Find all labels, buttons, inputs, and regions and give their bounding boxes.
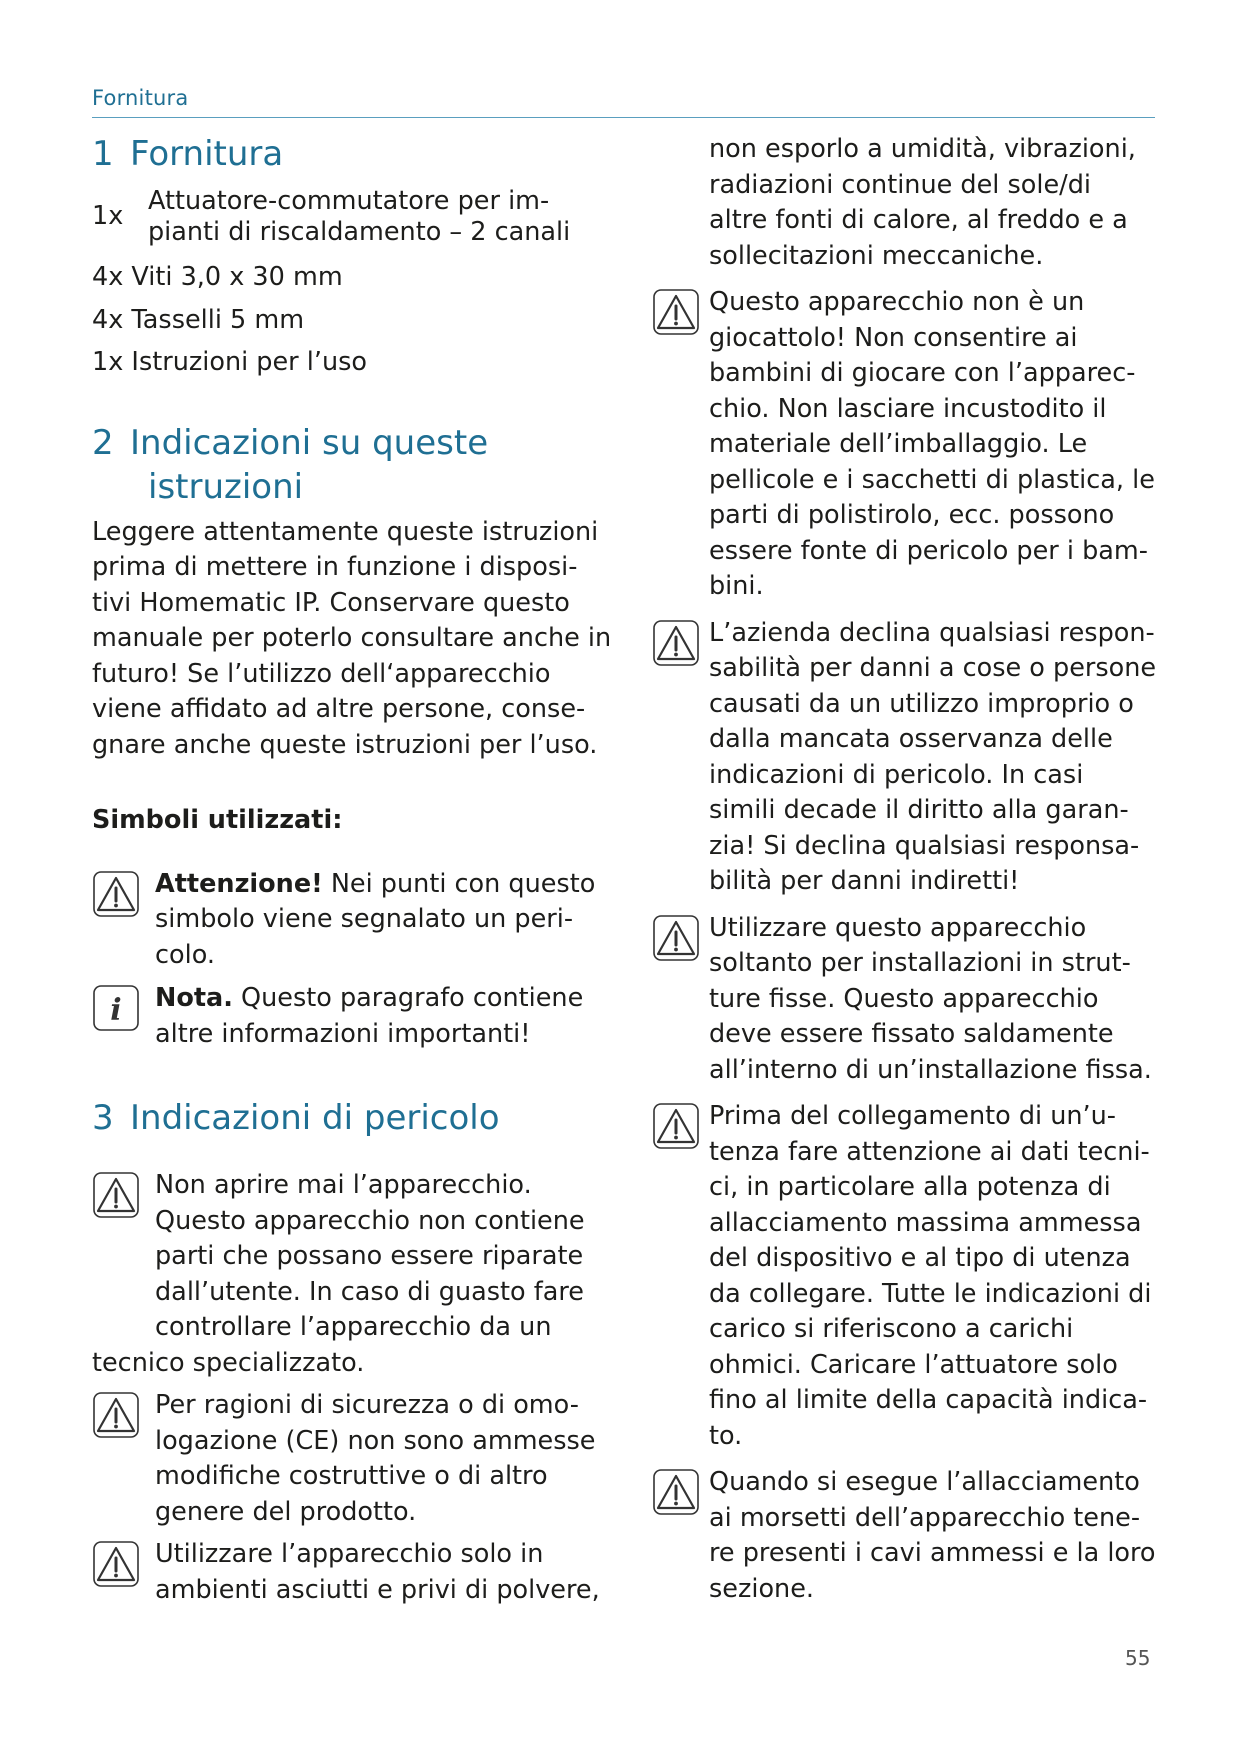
warning-icon (652, 619, 700, 667)
warning-text: Utilizzare questo apparecchio soltanto per installazioni in strut-ture fisse. Questo apparecchio deve essere fissato saldamente all’interno di un’installazione fissa. (709, 912, 1152, 1085)
info-icon (92, 984, 140, 1032)
warning-text: Prima del collegamento di un’u-tenza fare attenzione ai dati tecni-ci, in particolare alla potenza di allacciamento massima ammessa del dispositivo e al tipo di utenza da collegare. Tutte le indicazioni di carico si riferiscono a carichi ohmici. Caricare l’attuatore solo fino al limite della capacità indica-to. (709, 1101, 1152, 1451)
warning-item (652, 1099, 1157, 1454)
warning-text: non esporlo a umidità, vibrazioni, radiazioni continue del sole/di altre fonti di calore, al freddo e a sollecitazioni meccaniche. (709, 134, 1136, 271)
section-number: 2 (92, 422, 114, 463)
symbol-bold: Attenzione! (155, 868, 323, 899)
section-number: 3 (92, 1098, 114, 1138)
warning-continuation (652, 132, 1157, 274)
section-title (130, 421, 488, 509)
symbols-title: Simboli utilizzati: (92, 805, 343, 835)
section-3-heading (92, 1096, 612, 1140)
svg-text:i: i (110, 993, 122, 1028)
warning-text: Non aprire mai l’apparecchio. Questo apparecchio non contiene parti che possano essere riparate dall’utente. In caso di guasto fare controllare l’apparecchio da un (155, 1170, 585, 1342)
section-2-heading (92, 421, 612, 509)
warning-item (92, 1537, 612, 1608)
section-title: Fornitura (130, 134, 284, 174)
section-number: 1 (92, 134, 114, 174)
page-number: 55 (1125, 1646, 1151, 1670)
section-title: Indicazioni di pericolo (130, 1098, 500, 1138)
symbol-note (92, 981, 612, 1052)
warning-text: Per ragioni di sicurezza o di omo-logazione (CE) non sono ammesse modifiche costruttive o di altro genere del prodotto. (155, 1390, 596, 1527)
warning-icon (92, 1171, 140, 1219)
left-column (92, 132, 612, 1608)
warning-item (652, 911, 1157, 1089)
warning-text-continued: tecnico specializzato. (92, 1347, 365, 1378)
warning-item (92, 1168, 612, 1381)
header-divider (92, 117, 1155, 118)
section-title-line: Indicazioni su queste (130, 422, 489, 463)
warning-icon (652, 1102, 700, 1150)
warning-icon (92, 870, 140, 918)
warning-item (92, 1388, 612, 1530)
right-column (652, 132, 1157, 1607)
supply-item: 4x Viti 3,0 x 30 mm (92, 262, 343, 292)
section-1-heading (92, 132, 612, 176)
warning-text: Utilizzare l’apparecchio solo in ambienti asciutti e privi di polvere, (155, 1539, 600, 1605)
warning-text: Quando si esegue l’allacciamento ai morsetti dell’apparecchio tene-re presenti i cavi ammessi e la loro sezione. (709, 1467, 1156, 1604)
warning-icon (652, 914, 700, 962)
symbol-text: Questo paragrafo contiene altre informazioni importanti! (155, 983, 584, 1049)
symbol-text: Nei punti con questo simbolo viene segnalato un peri-colo. (155, 868, 596, 970)
warning-text: L’azienda declina qualsiasi respon-sabilità per danni a cose o persone causati da un utilizzo improprio o dalla mancata osservanza delle indicazioni di pericolo. In casi simili decade il diritto alla garan-zia! Si declina qualsiasi responsa-bilità per danni indiretti! (709, 617, 1157, 896)
warning-item (652, 1465, 1157, 1607)
supply-qty: 1x (92, 201, 124, 232)
warning-icon (652, 288, 700, 336)
symbol-bold: Nota. (155, 983, 233, 1013)
supply-item (92, 186, 612, 248)
supply-item: 4x Tasselli 5 mm (92, 304, 305, 335)
warning-text: Questo apparecchio non è un giocattolo! Non consentire ai bambini di giocare con l’apparec-chio. Non lasciare incustodito il materiale dell’imballaggio. Le pellicole e i sacchetti di plastica, le parti di polistirolo, ecc. possono essere fonte di pericolo per i bam-bini. (709, 287, 1155, 601)
warning-item (652, 616, 1157, 900)
instructions-paragraph: Leggere attentamente queste istruzioni prima di mettere in funzione i disposi-tivi Homematic IP. Conservare questo manuale per poterlo consultare anche in futuro! Se l’utilizzo dell‘apparecchio viene affidato ad altre persone, conse-gnare anche queste istruzioni per l’uso. (92, 516, 612, 760)
warning-icon (92, 1540, 140, 1588)
supply-text: Attuatore-commutatore per im-pianti di riscaldamento – 2 canali (148, 186, 571, 247)
supply-item: 1x Istruzioni per l’uso (92, 347, 367, 377)
warning-item (652, 285, 1157, 605)
running-header: Fornitura (92, 86, 189, 110)
section-title-line: istruzioni (148, 466, 304, 507)
warning-icon (92, 1391, 140, 1439)
symbol-warning (92, 867, 612, 974)
warning-icon (652, 1468, 700, 1516)
